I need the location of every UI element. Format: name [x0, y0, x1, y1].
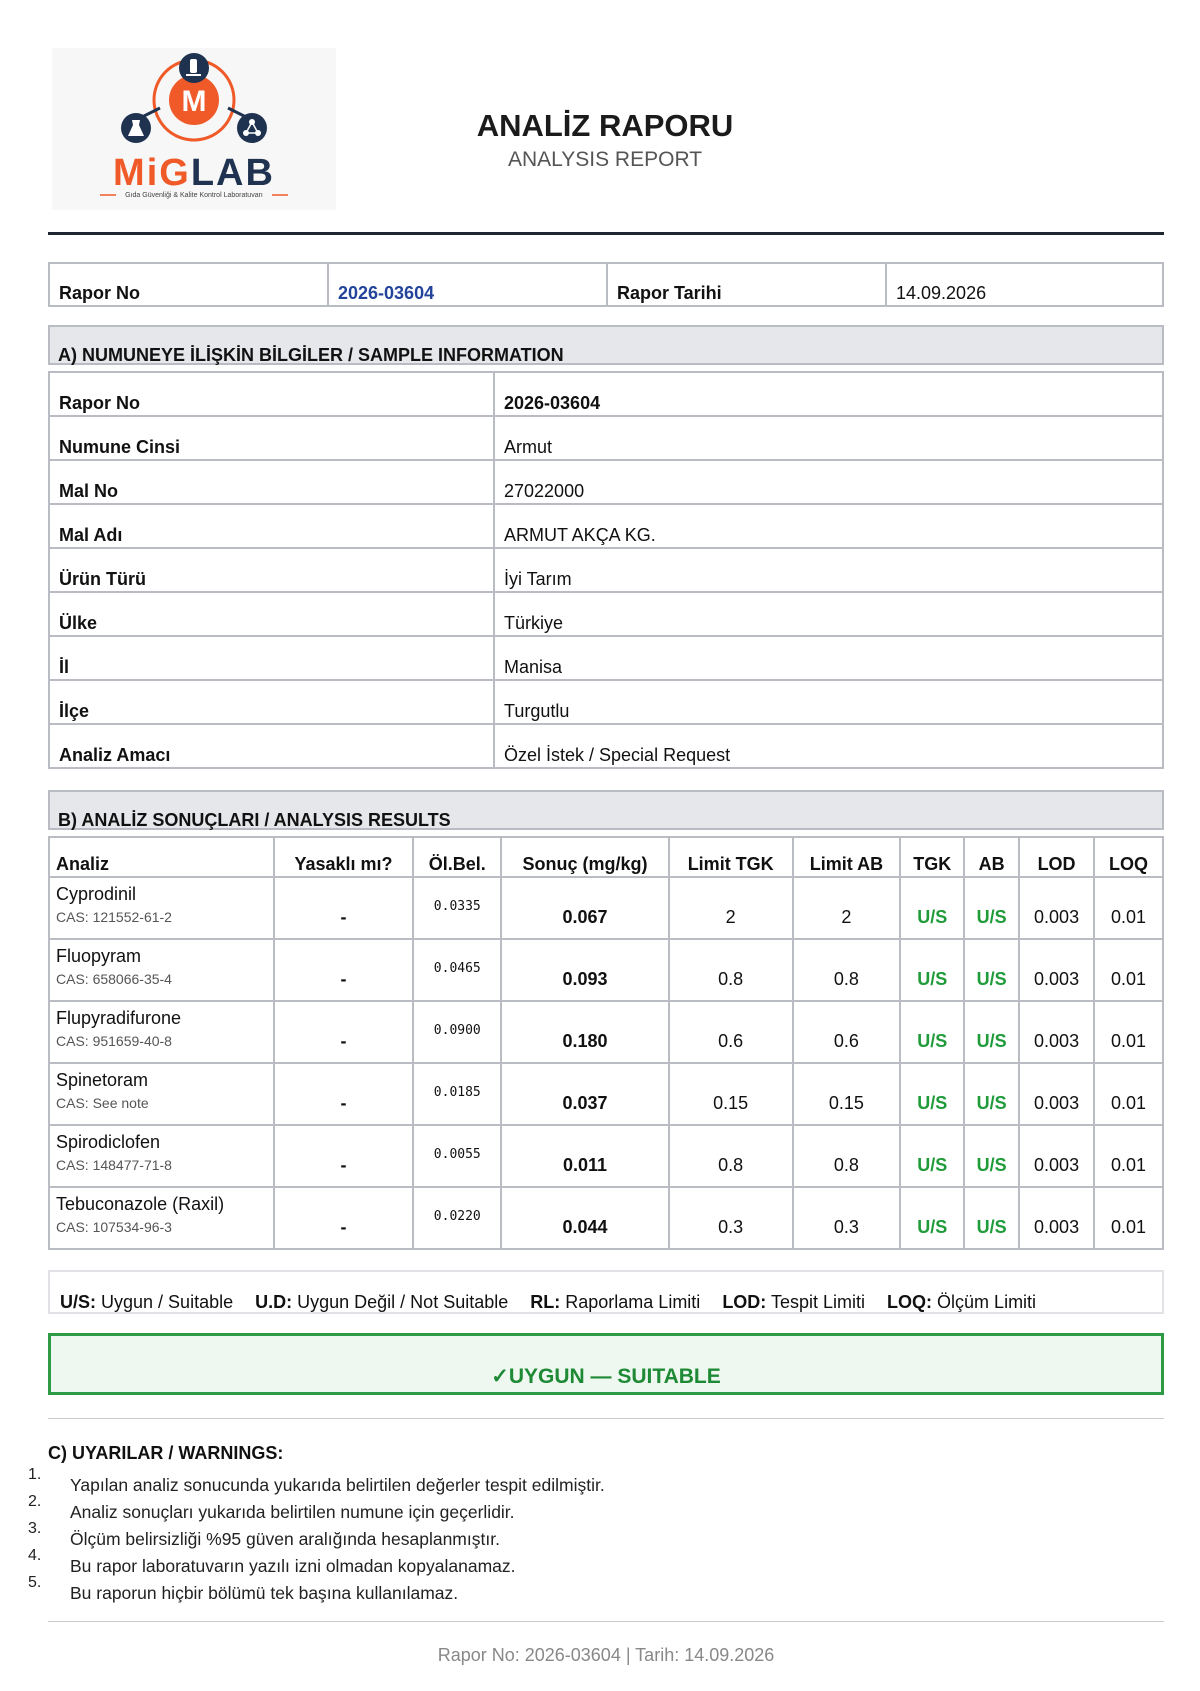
ab-status-cell: U/S — [964, 1063, 1019, 1125]
sample-info-label: Analiz Amacı — [49, 724, 494, 768]
result-cell: 0.037 — [501, 1063, 669, 1125]
results-column-header: Sonuç (mg/kg) — [501, 837, 669, 877]
analyte-name: Spirodiclofen — [56, 1132, 161, 1152]
sample-info-row — [49, 636, 1163, 680]
sample-info-value: İyi Tarım — [494, 548, 1163, 592]
report-title: ANALİZ RAPORU — [476, 108, 734, 143]
results-row — [49, 1125, 1163, 1187]
lod-cell: 0.003 — [1019, 877, 1094, 939]
results-column-header: AB — [964, 837, 1019, 877]
banned-cell: - — [274, 1187, 414, 1249]
limit-ab-cell: 0.3 — [793, 1187, 901, 1249]
limit-ab-cell: 2 — [793, 877, 901, 939]
result-cell: 0.180 — [501, 1001, 669, 1063]
banned-cell: - — [274, 1063, 414, 1125]
results-column-header: LOD — [1019, 837, 1094, 877]
verdict-banner: ✓UYGUN — SUITABLE — [48, 1333, 1164, 1395]
sample-info-value: 2026-03604 — [494, 372, 1163, 416]
sample-info-label: Numune Cinsi — [49, 416, 494, 460]
analyte-name: Spinetoram — [56, 1070, 149, 1090]
uncertainty-cell: 0.0185 — [413, 1063, 501, 1125]
sample-info-label: Mal No — [49, 460, 494, 504]
legend-item — [887, 1292, 1036, 1312]
limit-ab-cell: 0.8 — [793, 1125, 901, 1187]
results-column-header: Analiz — [49, 837, 274, 877]
sample-info-row — [49, 460, 1163, 504]
sample-info-row — [49, 416, 1163, 460]
sample-info-value: Türkiye — [494, 592, 1163, 636]
lod-cell: 0.003 — [1019, 939, 1094, 1001]
analyte-name: Fluopyram — [56, 946, 142, 966]
ab-status-cell: U/S — [964, 1001, 1019, 1063]
results-row — [49, 1187, 1163, 1249]
warning-text: Bu raporun hiçbir bölümü tek başına kullanılamaz. — [70, 1583, 459, 1603]
loq-cell: 0.01 — [1094, 877, 1163, 939]
loq-cell: 0.01 — [1094, 1063, 1163, 1125]
warnings-title: C) UYARILAR / WARNINGS: — [48, 1443, 284, 1463]
sample-info-row — [49, 504, 1163, 548]
logo-word-mig: MiG — [113, 152, 191, 194]
lod-cell: 0.003 — [1019, 1063, 1094, 1125]
sample-info-label: Mal Adı — [49, 504, 494, 548]
analyte-cas: CAS: 148477-71-8 — [56, 1157, 172, 1173]
legend-text: Ölçüm Limiti — [937, 1292, 1037, 1312]
results-row — [49, 877, 1163, 939]
sample-info-value: Manisa — [494, 636, 1163, 680]
sample-info-row — [49, 724, 1163, 768]
legend-item — [60, 1292, 233, 1312]
analyte-cell — [49, 1001, 274, 1063]
report-date-value: 14.09.2026 — [886, 263, 1163, 306]
uncertainty-cell: 0.0900 — [413, 1001, 501, 1063]
legend-abbr: U.D: — [255, 1292, 293, 1312]
analyte-cell — [49, 1063, 274, 1125]
limit-tgk-cell: 0.6 — [669, 1001, 793, 1063]
sample-info-row — [49, 372, 1163, 416]
legend-item — [530, 1292, 700, 1312]
results-row — [49, 1063, 1163, 1125]
limit-tgk-cell: 0.3 — [669, 1187, 793, 1249]
report-meta-table — [48, 262, 1164, 307]
report-date-label: Rapor Tarihi — [607, 263, 886, 306]
analyte-cas: CAS: 951659-40-8 — [56, 1033, 172, 1049]
legend-abbr: U/S: — [60, 1292, 96, 1312]
sample-info-value: Özel İstek / Special Request — [494, 724, 1163, 768]
loq-cell: 0.01 — [1094, 1125, 1163, 1187]
results-column-header: LOQ — [1094, 837, 1163, 877]
footer-divider — [48, 1621, 1164, 1622]
company-logo — [52, 48, 336, 210]
banned-cell: - — [274, 1001, 414, 1063]
logo-word-lab: LAB — [190, 152, 275, 194]
banned-cell: - — [274, 939, 414, 1001]
limit-tgk-cell: 0.15 — [669, 1063, 793, 1125]
tgk-status-cell: U/S — [900, 1187, 964, 1249]
legend-text: Uygun / Suitable — [101, 1292, 234, 1312]
lod-cell: 0.003 — [1019, 1001, 1094, 1063]
uncertainty-cell: 0.0055 — [413, 1125, 501, 1187]
warning-text: Yapılan analiz sonucunda yukarıda belirtilen değerler tespit edilmiştir. — [70, 1475, 605, 1495]
report-no-value: 2026-03604 — [328, 263, 607, 306]
warning-text: Analiz sonuçları yukarıda belirtilen numune için geçerlidir. — [70, 1502, 515, 1522]
results-column-header: Limit AB — [793, 837, 901, 877]
warning-number: 5. — [28, 1574, 42, 1591]
sample-info-row — [49, 592, 1163, 636]
section-a-header: A) NUMUNEYE İLİŞKİN BİLGİLER / SAMPLE INFORMATION — [48, 325, 1164, 365]
page-footer: Rapor No: 2026-03604 | Tarih: 14.09.2026 — [437, 1645, 775, 1665]
tgk-status-cell: U/S — [900, 877, 964, 939]
warning-number: 2. — [28, 1493, 42, 1510]
results-row — [49, 1001, 1163, 1063]
analyte-cell — [49, 1125, 274, 1187]
sample-info-label: İlçe — [49, 680, 494, 724]
report-subtitle: ANALYSIS REPORT — [507, 148, 703, 171]
sample-info-value: 27022000 — [494, 460, 1163, 504]
sample-info-label: Rapor No — [49, 372, 494, 416]
analyte-name: Flupyradifurone — [56, 1008, 182, 1028]
limit-tgk-cell: 0.8 — [669, 939, 793, 1001]
warning-text: Bu rapor laboratuvarın yazılı izni olmadan kopyalanamaz. — [70, 1556, 516, 1576]
limit-ab-cell: 0.15 — [793, 1063, 901, 1125]
tgk-status-cell: U/S — [900, 1001, 964, 1063]
results-column-header: Yasaklı mı? — [274, 837, 414, 877]
tgk-status-cell: U/S — [900, 1125, 964, 1187]
legend-text: Tespit Limiti — [771, 1292, 866, 1312]
result-cell: 0.011 — [501, 1125, 669, 1187]
lod-cell: 0.003 — [1019, 1187, 1094, 1249]
result-cell: 0.067 — [501, 877, 669, 939]
results-column-header: Limit TGK — [669, 837, 793, 877]
analyte-cell — [49, 877, 274, 939]
section-b-header: B) ANALİZ SONUÇLARI / ANALYSIS RESULTS — [48, 790, 1164, 830]
svg-text:M: M — [181, 85, 207, 118]
ab-status-cell: U/S — [964, 939, 1019, 1001]
limit-tgk-cell: 2 — [669, 877, 793, 939]
tgk-status-cell: U/S — [900, 1063, 964, 1125]
uncertainty-cell: 0.0220 — [413, 1187, 501, 1249]
tgk-status-cell: U/S — [900, 939, 964, 1001]
analyte-cas: CAS: 658066-35-4 — [56, 971, 172, 987]
lod-cell: 0.003 — [1019, 1125, 1094, 1187]
warning-text: Ölçüm belirsizliği %95 güven aralığında hesaplanmıştır. — [70, 1529, 500, 1549]
sample-info-row — [49, 680, 1163, 724]
analyte-cas: CAS: See note — [56, 1095, 149, 1111]
result-cell: 0.044 — [501, 1187, 669, 1249]
banned-cell: - — [274, 1125, 414, 1187]
sample-info-label: İl — [49, 636, 494, 680]
analyte-cas: CAS: 121552-61-2 — [56, 909, 172, 925]
ab-status-cell: U/S — [964, 1187, 1019, 1249]
result-cell: 0.093 — [501, 939, 669, 1001]
analysis-results-table — [48, 836, 1164, 1250]
sample-info-value: ARMUT AKÇA KG. — [494, 504, 1163, 548]
limit-ab-cell: 0.8 — [793, 939, 901, 1001]
loq-cell: 0.01 — [1094, 1187, 1163, 1249]
results-column-header: TGK — [900, 837, 964, 877]
analyte-cell — [49, 939, 274, 1001]
results-row — [49, 939, 1163, 1001]
loq-cell: 0.01 — [1094, 939, 1163, 1001]
loq-cell: 0.01 — [1094, 1001, 1163, 1063]
uncertainty-cell: 0.0335 — [413, 877, 501, 939]
analyte-name: Tebuconazole (Raxil) — [56, 1194, 225, 1214]
legend-text: Raporlama Limiti — [565, 1292, 701, 1312]
sample-info-label: Ülke — [49, 592, 494, 636]
sample-info-label: Ürün Türü — [49, 548, 494, 592]
warning-number: 4. — [28, 1547, 42, 1564]
legend-item — [722, 1292, 865, 1312]
analyte-cell — [49, 1187, 274, 1249]
warning-number: 1. — [28, 1466, 42, 1483]
analyte-cas: CAS: 107534-96-3 — [56, 1219, 172, 1235]
section-divider — [48, 1418, 1164, 1419]
limit-ab-cell: 0.6 — [793, 1001, 901, 1063]
legend-abbr: LOD: — [722, 1292, 767, 1312]
results-column-header: Öl.Bel. — [413, 837, 501, 877]
banned-cell: - — [274, 877, 414, 939]
header-divider — [48, 232, 1164, 235]
legend-item — [255, 1292, 508, 1312]
logo-tagline: Gıda Güvenliği & Kalite Kontrol Laboratuvarı — [125, 192, 263, 199]
legend-abbr: RL: — [530, 1292, 561, 1312]
legend-abbr: LOQ: — [887, 1292, 933, 1312]
report-no-label: Rapor No — [49, 263, 328, 306]
ab-status-cell: U/S — [964, 1125, 1019, 1187]
sample-info-value: Armut — [494, 416, 1163, 460]
warning-number: 3. — [28, 1520, 42, 1537]
sample-info-row — [49, 548, 1163, 592]
sample-info-table — [48, 371, 1164, 769]
logo-wordmark — [52, 152, 336, 195]
legend-text: Uygun Değil / Not Suitable — [297, 1292, 509, 1312]
limit-tgk-cell: 0.8 — [669, 1125, 793, 1187]
analyte-name: Cyprodinil — [56, 884, 137, 904]
sample-info-value: Turgutlu — [494, 680, 1163, 724]
uncertainty-cell: 0.0465 — [413, 939, 501, 1001]
legend-box — [48, 1270, 1164, 1314]
ab-status-cell: U/S — [964, 877, 1019, 939]
